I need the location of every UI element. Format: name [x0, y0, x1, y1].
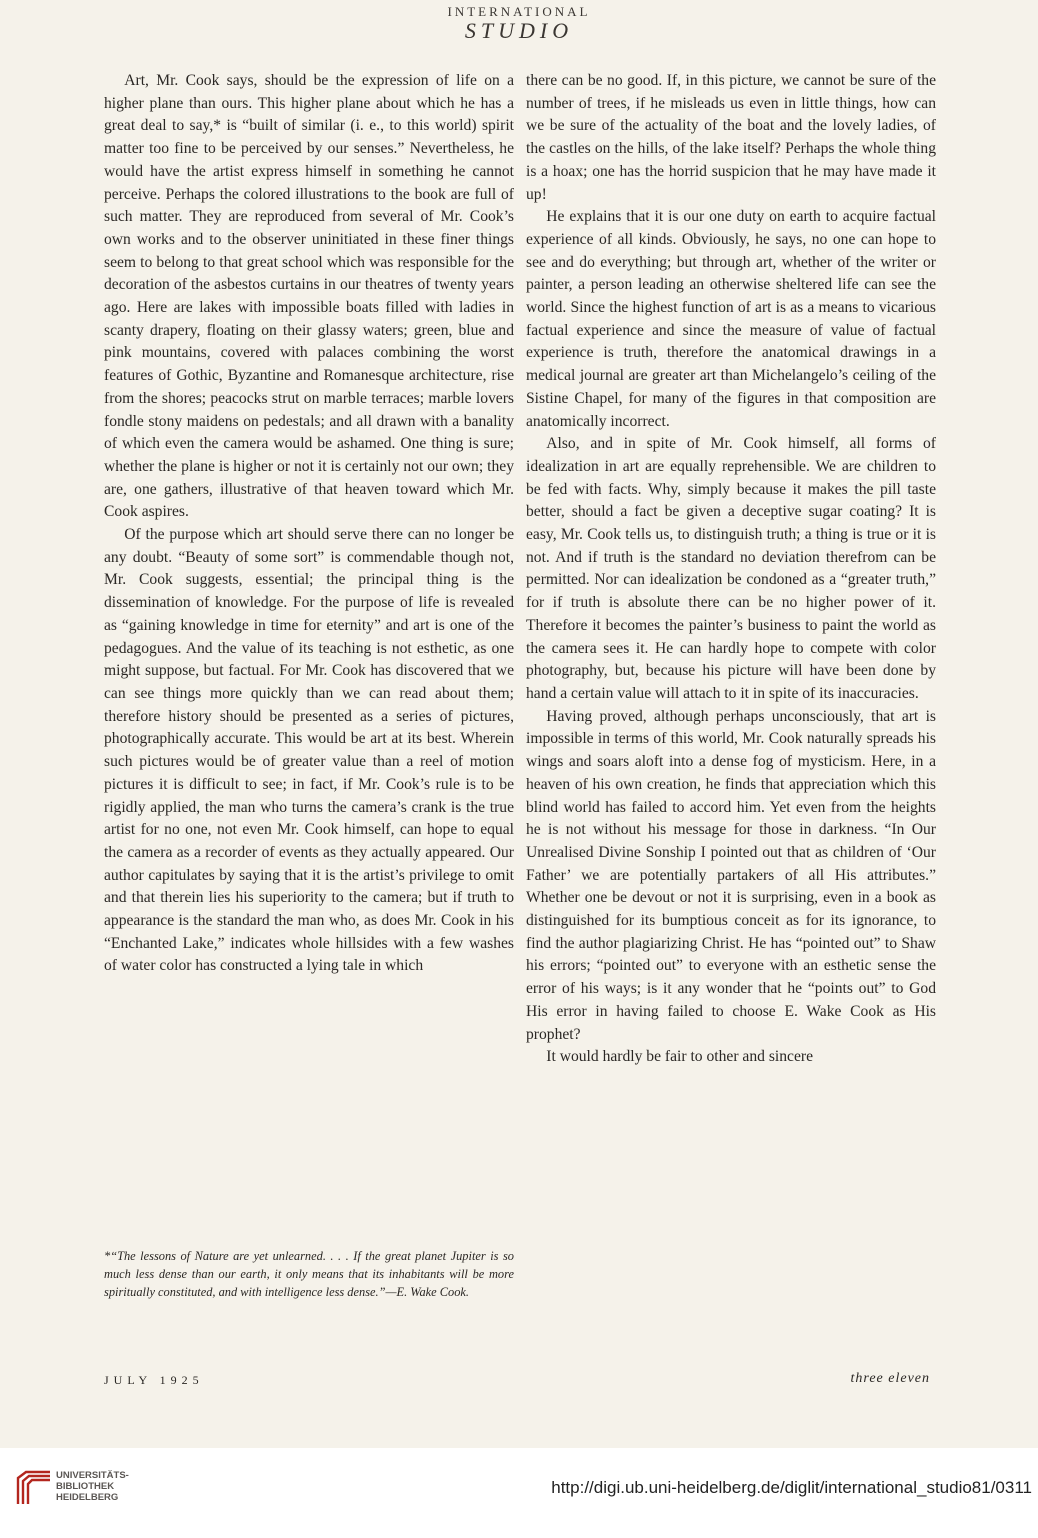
right-column — [526, 70, 936, 1069]
paragraph: Art, Mr. Cook says, should be the expression of life on a higher plane than ours. This higher plane about which he has a great deal to say,* is “built of similar (i. e., to this world) spirit matter too fine to be perceived by our senses.” Nevertheless, he would have the artist express himself in something he cannot perceive. Perhaps the colored illustrations to the book are full of such matter. They are reproduced from several of Mr. Cook’s own works and to the observer uninitiated in these finer things seem to belong to that great school which was responsible for the decoration of the asbestos curtains in our theatres of twenty years ago. Here are lakes with impossible boats filled with ladies in scanty drapery, floating on their glassy waters; green, blue and pink mountains, covered with palaces combining the worst features of Gothic, Byzantine and Romanesque architecture, rise from the shores; peacocks strut on marble terraces; marble lovers fondle stony maidens on pedestals; and all drawn with a banality of which even the camera would be ashamed. One thing is sure; whether the plane is higher or not it is certainly not our own; they are, one gathers, illustrative of that heaven toward which Mr. Cook aspires. — [104, 72, 514, 521]
footnote: *“The lessons of Nature are yet unlearned. . . . If the great planet Jupiter is so much less dense than our earth, it only means that its inhabitants will be more spiritually constituted, and with intelligence less dense.”—E. Wake Cook. — [104, 1249, 514, 1299]
page-number: three eleven — [850, 1371, 930, 1386]
paragraph: He explains that it is our one duty on earth to acquire factual experience of all kinds. Obviously, he says, no one can hope to see and do everything; but through art, whether of the writer or painter, a person leading an otherwise sheltered life can see the world. Since the highest function of art is as a means to vicarious factual experience and since the measure of value of factual experience is truth, therefore the anatomical drawings in a medical journal are greater art than Michelangelo’s ceiling of the Sistine Chapel, for many of the figures in that composition are anatomically incorrect. — [526, 208, 936, 430]
paragraph: Having proved, although perhaps unconsciously, that art is impossible in terms of this world, Mr. Cook naturally spreads his wings and soars aloft into a dense fog of mysticism. Here, in a heaven of his own creation, he finds that appreciation which this blind world has failed to accord him. Yet even from the heights he is not without his message for those in darkness. “In Our Unrealised Divine Sonship I pointed out that as children of ‘Our Father’ we are potentially partakers of all His attributes.” Whether one be devout or not it is surprising, even in a book as distinguished for its bumptious conceit as for its ignorance, to find the author plagiarizing Christ. He has “pointed out” to Shaw his errors; “pointed out” to everyone with an esthetic sense the error of his ways; is it any wonder that he “points out” to God His error in having failed to choose E. Wake Cook as His prophet? — [526, 707, 936, 1043]
paragraph: It would hardly be fair to other and sincere — [546, 1048, 813, 1066]
library-logo-icon — [14, 1468, 54, 1508]
paragraph: Also, and in spite of Mr. Cook himself, all forms of idealization in art are equally reprehensible. We are children to be fed with facts. Why, simply because it makes the pill taste better, should a fact be given a deceptive sugar coating? It is easy, Mr. Cook tells us, to distinguish truth; a thing is true or it is not. And if truth is the standard no deviation therefrom can be permitted. Nor can idealization be condoned as a “greater truth,” for if truth is absolute there can be no higher power of it. Therefore it becomes the painter’s business to paint the world as the camera sees it. He can hardly hope to compete with color photography, but, because his picture will have been done by hand a certain value will attach to it in spite of its inaccuracies. — [526, 435, 936, 702]
issue-date: JULY 1925 — [104, 1373, 204, 1387]
left-column — [104, 70, 514, 978]
paragraph: there can be no good. If, in this picture, we cannot be sure of the number of trees, if he misleads us even in little things, how can we be sure of the actuality of the boat and the lovely ladies, of the castles on the hills, of the lake itself? Perhaps the whole thing is a hoax; one has the horrid suspicion that he may have made it up! — [526, 72, 936, 203]
source-url-link[interactable]: http://digi.ub.uni-heidelberg.de/diglit/international_studio81/0311 — [551, 1478, 1032, 1497]
library-name: UNIVERSITÄTS- BIBLIOTHEK HEIDELBERG — [56, 1470, 129, 1503]
masthead-title: STUDIO — [464, 18, 574, 43]
masthead-top: INTERNATIONAL — [447, 4, 591, 19]
masthead — [0, 4, 1038, 43]
paragraph: Of the purpose which art should serve there can no longer be any doubt. “Beauty of some sort” is commendable though not, Mr. Cook suggests, essential; the principal thing is the dissemination of knowledge. For the purpose of life is revealed as “gaining knowledge in time for eternity” and art is one of the pedagogues. And the value of its teaching is not esthetic, as one might suppose, but factual. For Mr. Cook has discovered that we can see things more quickly than we can read about them; therefore history should be presented as a series of pictures, photographically accurate. This would be art at its best. Wherein such pictures would be of greater value than a reel of motion pictures it is difficult to see; in fact, if Mr. Cook’s rule is to be rigidly applied, the man who turns the camera’s crank is the true artist for no one, not even Mr. Cook himself, can hope to equal the camera as a recorder of events as they actually appeared. Our author capitulates by saying that it is the artist’s privilege to omit and that therein lies his superiority to the camera; but if truth to appearance is the standard the man who, as does Mr. Cook in his “Enchanted Lake,” indicates whole hillsides with a few washes of water color has constructed a lying tale in which — [104, 526, 514, 975]
